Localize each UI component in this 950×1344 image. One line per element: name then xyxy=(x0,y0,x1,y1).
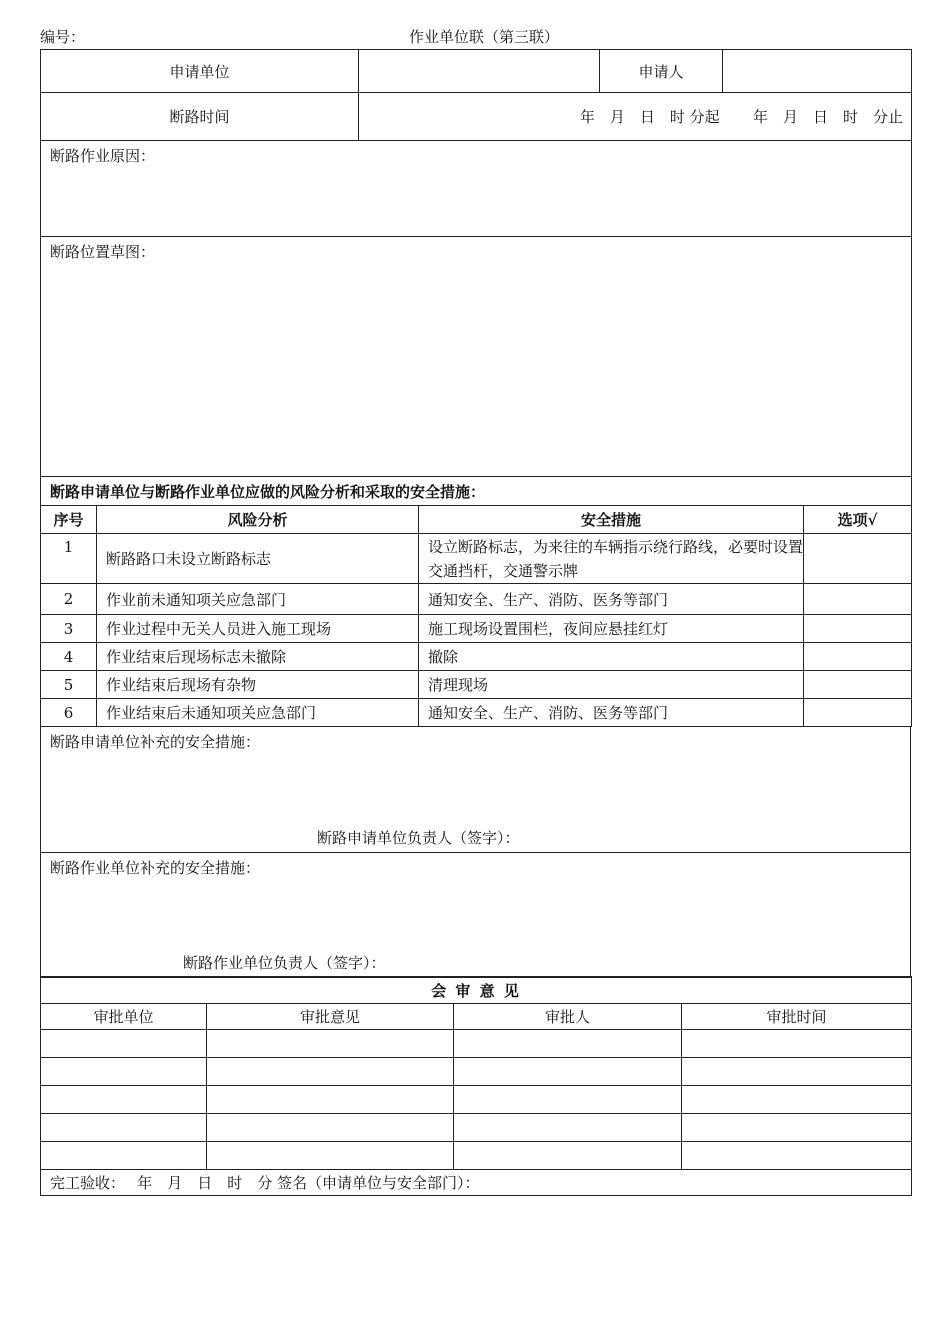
closure-reason-field[interactable] xyxy=(41,141,912,237)
column-header-unit: 审批单位 xyxy=(41,1004,207,1030)
closure-reason-label: 断路作业原因： xyxy=(50,147,156,165)
column-header-risk: 风险分析 xyxy=(97,506,419,534)
table-row xyxy=(41,643,912,671)
table-row xyxy=(41,1114,912,1142)
row-number: 4 xyxy=(41,643,97,671)
review-cell[interactable] xyxy=(41,1030,207,1058)
table-row xyxy=(41,1142,912,1170)
column-header-approver: 审批人 xyxy=(454,1004,682,1030)
risk-text: 作业结束后现场标志未撤除 xyxy=(97,643,419,671)
option-checkbox[interactable] xyxy=(804,699,912,727)
column-header-option: 选项√ xyxy=(804,506,912,534)
completion-acceptance-field[interactable]: 完工验收： 年 月 日 时 分 签名（申请单位与安全部门）： xyxy=(41,1170,912,1196)
table-row xyxy=(41,1030,912,1058)
applicant-supplement-field[interactable] xyxy=(41,727,911,853)
review-table xyxy=(40,976,912,1196)
review-cell[interactable] xyxy=(207,1086,454,1114)
applicant-sign-label: 断路申请单位负责人（签字）： xyxy=(317,829,520,847)
option-checkbox[interactable] xyxy=(804,671,912,699)
review-cell[interactable] xyxy=(454,1114,682,1142)
column-header-opinion: 审批意见 xyxy=(207,1004,454,1030)
review-cell[interactable] xyxy=(207,1058,454,1086)
applicant-unit-field[interactable] xyxy=(359,50,600,93)
applicant-supplement-label: 断路申请单位补充的安全措施： xyxy=(50,733,261,751)
review-cell[interactable] xyxy=(41,1114,207,1142)
time-start-text: 年 月 日 时 分起 xyxy=(579,108,720,126)
applicant-unit-label: 申请单位 xyxy=(41,50,359,93)
worker-supplement-label: 断路作业单位补充的安全措施： xyxy=(50,859,261,877)
form-title: 作业单位联（第三联） xyxy=(409,28,560,46)
measure-text: 施工现场设置围栏，夜间应悬挂红灯 xyxy=(419,615,804,643)
risk-text: 作业前未通知项关应急部门 xyxy=(97,584,419,615)
review-cell[interactable] xyxy=(454,1086,682,1114)
location-sketch-label: 断路位置草图： xyxy=(50,243,156,261)
option-checkbox[interactable] xyxy=(804,584,912,615)
option-checkbox[interactable] xyxy=(804,534,912,584)
risk-text: 断路路口未设立断路标志 xyxy=(97,534,419,584)
row-number: 5 xyxy=(41,671,97,699)
table-row xyxy=(41,1058,912,1086)
row-number: 2 xyxy=(41,584,97,615)
risk-text: 作业结束后未通知项关应急部门 xyxy=(97,699,419,727)
table-row xyxy=(41,1086,912,1114)
measure-text: 通知安全、生产、消防、医务等部门 xyxy=(419,699,804,727)
time-end-text: 年 月 日 时 分止 xyxy=(752,108,903,126)
measure-text: 设立断路标志，为来往的车辆指示绕行路线，必要时设置交通挡杆，交通警示牌 xyxy=(419,534,804,584)
column-header-no: 序号 xyxy=(41,506,97,534)
form-number-label: 编号： xyxy=(40,28,86,46)
review-cell[interactable] xyxy=(682,1142,912,1170)
review-cell[interactable] xyxy=(41,1086,207,1114)
road-closure-time-label: 断路时间 xyxy=(41,93,359,141)
review-cell[interactable] xyxy=(41,1142,207,1170)
table-row xyxy=(41,699,912,727)
road-closure-time-field[interactable] xyxy=(359,93,912,141)
risk-analysis-table xyxy=(40,476,912,727)
review-cell[interactable] xyxy=(682,1058,912,1086)
review-title: 会 审 意 见 xyxy=(41,977,912,1004)
option-checkbox[interactable] xyxy=(804,615,912,643)
column-header-measure: 安全措施 xyxy=(419,506,804,534)
risk-text: 作业结束后现场有杂物 xyxy=(97,671,419,699)
review-cell[interactable] xyxy=(454,1142,682,1170)
review-cell[interactable] xyxy=(682,1086,912,1114)
row-number: 3 xyxy=(41,615,97,643)
applicant-field[interactable] xyxy=(723,50,912,93)
table-row xyxy=(41,534,912,584)
review-cell[interactable] xyxy=(454,1058,682,1086)
table-row xyxy=(41,615,912,643)
review-cell[interactable] xyxy=(207,1114,454,1142)
applicant-label: 申请人 xyxy=(600,50,723,93)
risk-section-title: 断路申请单位与断路作业单位应做的风险分析和采取的安全措施： xyxy=(41,477,912,506)
measure-text: 清理现场 xyxy=(419,671,804,699)
review-cell[interactable] xyxy=(207,1142,454,1170)
table-row xyxy=(41,584,912,615)
table-row xyxy=(41,671,912,699)
row-number: 1 xyxy=(41,534,97,584)
location-sketch-field[interactable] xyxy=(41,237,912,477)
review-cell[interactable] xyxy=(454,1030,682,1058)
worker-sign-label: 断路作业单位负责人（签字）： xyxy=(183,954,386,972)
column-header-time: 审批时间 xyxy=(682,1004,912,1030)
risk-text: 作业过程中无关人员进入施工现场 xyxy=(97,615,419,643)
row-number: 6 xyxy=(41,699,97,727)
worker-supplement-field[interactable] xyxy=(41,853,911,978)
review-cell[interactable] xyxy=(41,1058,207,1086)
basic-info-table xyxy=(40,49,912,477)
review-cell[interactable] xyxy=(207,1030,454,1058)
supplement-table xyxy=(40,726,911,978)
measure-text: 通知安全、生产、消防、医务等部门 xyxy=(419,584,804,615)
option-checkbox[interactable] xyxy=(804,643,912,671)
review-cell[interactable] xyxy=(682,1030,912,1058)
measure-text: 撤除 xyxy=(419,643,804,671)
review-cell[interactable] xyxy=(682,1114,912,1142)
form-header xyxy=(40,26,911,48)
